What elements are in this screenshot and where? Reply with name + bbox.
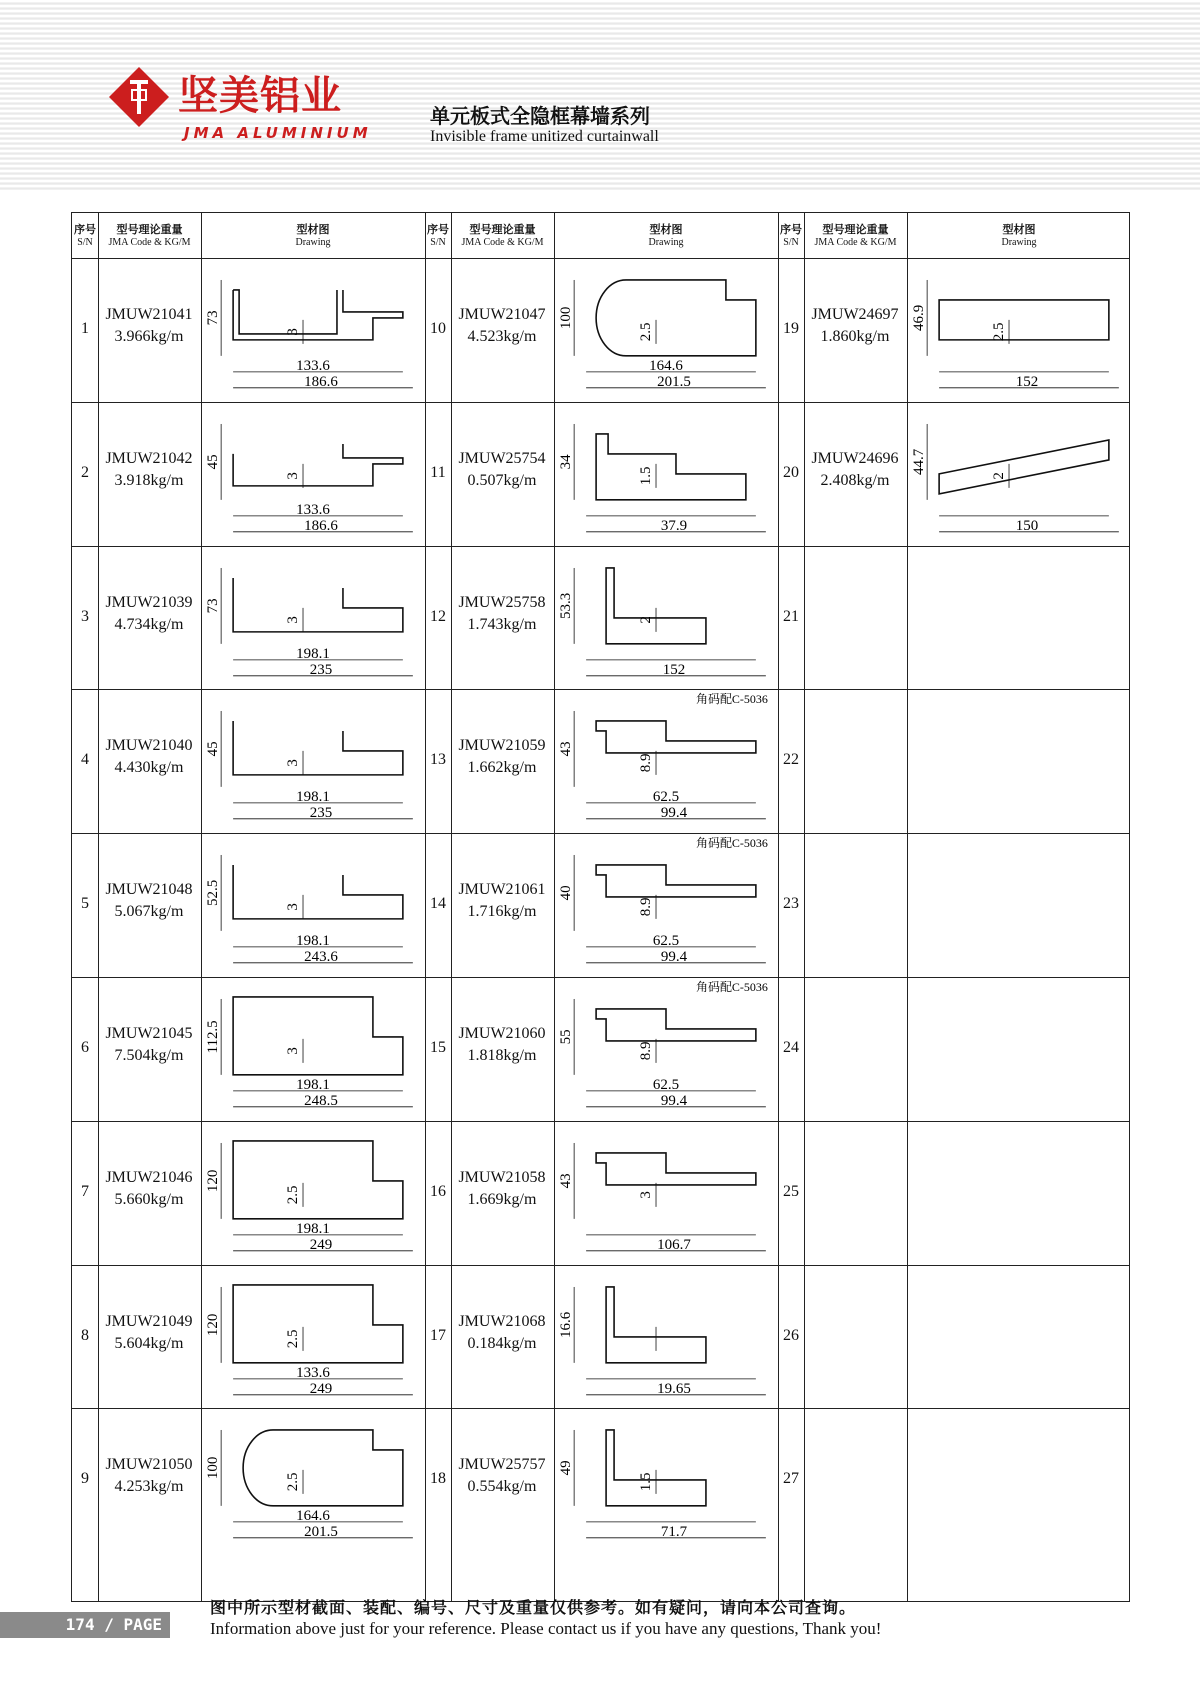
profile-weight: 5.067kg/m [114,903,184,921]
dim-overall-width: 235 [309,661,333,678]
profile-drawing [203,691,423,831]
dim-height: 43 [558,741,575,757]
profile-code: JMUW21042 [105,449,193,467]
profile-section [596,280,756,356]
row-code-weight [98,1311,200,1355]
dim-overall-width: 19.65 [657,1380,691,1397]
row-code-weight [451,448,553,492]
dim-thickness: 3 [285,1047,302,1055]
dim-inner-width: 198.1 [296,1220,330,1237]
logo-chinese: 坚美铝业 [178,73,342,119]
profile-code: JMUW21059 [458,737,546,755]
profile-code: JMUW24697 [811,305,899,323]
row-code-weight [98,304,200,348]
dim-thickness: 3 [638,1190,655,1199]
profile-section [939,440,1109,494]
header-code-cn: 型号理论重量 [822,222,889,236]
profile-weight: 0.184kg/m [467,1334,537,1352]
row-code-weight [98,879,200,923]
dim-overall-width: 249 [309,1380,333,1397]
column-divider [554,213,555,1601]
row-sn: 15 [430,1038,446,1056]
dim-inner-width: 133.6 [296,501,330,518]
dim-height: 43 [558,1173,575,1189]
column-divider [804,213,805,1601]
profile-table [71,212,1130,1602]
dim-overall-width: 152 [1015,373,1039,390]
row-code-weight [98,448,200,492]
row-code-weight [451,592,553,636]
row-sn: 13 [430,751,446,769]
profile-code: JMUW21050 [105,1456,193,1474]
row-divider [72,977,1129,978]
row-divider [72,1265,1129,1266]
header-sn [72,213,98,258]
header-sn-en: S/N [783,236,799,248]
dim-thickness: 3 [285,328,302,336]
profile-code: JMUW21061 [458,881,546,899]
dim-height: 73 [205,598,222,613]
row-sn: 18 [430,1470,446,1488]
dim-height: 16.6 [558,1311,575,1338]
dim-overall-width: 37.9 [660,517,688,534]
dim-inner-width: 164.6 [649,357,683,374]
profile-section [596,865,756,897]
dim-inner-width: 198.1 [296,789,330,806]
profile-code: JMUW21049 [105,1312,193,1330]
header-drawing [907,213,1131,258]
profile-weight: 4.734kg/m [114,615,184,633]
profile-weight: 4.430kg/m [114,759,184,777]
profile-code: JMUW21060 [458,1024,546,1042]
series-title-cn: 单元板式全隐框幕墙系列 [430,104,650,128]
dim-thickness: 2.5 [285,1472,302,1492]
profile-code: JMUW21048 [105,881,193,899]
dim-thickness: 2.5 [991,322,1008,342]
profile-section [596,1153,756,1185]
row-sn: 21 [783,607,799,625]
profile-code: JMUW21039 [105,593,193,611]
profile-section [233,1141,403,1219]
corner-note: 角码配C-5036 [696,692,768,707]
row-divider [72,1408,1129,1409]
profile-weight: 3.918kg/m [114,471,184,489]
header-sn-cn: 序号 [427,222,449,236]
row-sn: 24 [783,1038,799,1056]
profile-drawing [556,835,776,975]
dim-overall-width: 152 [662,661,686,678]
profile-section [233,865,403,919]
profile-section [233,721,403,775]
dim-thickness: 2.5 [285,1329,302,1348]
dim-height: 120 [205,1169,222,1192]
row-sn: 25 [783,1182,799,1200]
row-sn: 7 [81,1182,89,1200]
dim-overall-width: 99.4 [660,805,688,822]
row-sn: 3 [81,607,89,625]
row-code-weight [98,1454,200,1498]
header-drawing-cn: 型材图 [296,222,330,236]
row-divider [72,1121,1129,1122]
row-code-weight [451,735,553,779]
profile-weight: 4.253kg/m [114,1478,184,1496]
dim-thickness: 1.5 [638,1472,655,1492]
profile-section [243,1430,403,1506]
dim-height: 73 [205,310,222,326]
profile-code: JMUW25758 [458,593,546,611]
header-sn-cn: 序号 [780,222,802,236]
dim-inner-width: 62.5 [652,1076,680,1093]
profile-drawing [203,1123,423,1263]
row-code-weight [804,448,906,492]
dim-inner-width: 164.6 [296,1508,330,1525]
profile-drawing [556,260,776,400]
column-divider [201,213,202,1601]
dim-overall-width: 201.5 [657,373,691,390]
dim-inner-width: 198.1 [296,645,330,662]
header-code [804,213,907,258]
row-sn: 8 [81,1326,89,1344]
dim-thickness: 2.5 [285,1185,302,1205]
row-code-weight [451,1167,553,1211]
dim-thickness: 3 [285,759,302,768]
header-drawing-cn: 型材图 [649,222,683,236]
profile-drawing [203,548,423,688]
dim-overall-width: 106.7 [657,1236,691,1253]
profile-code: JMUW21045 [105,1024,193,1042]
profile-weight: 3.966kg/m [114,327,184,345]
row-sn: 12 [430,607,446,625]
column-divider [907,213,908,1601]
dim-overall-width: 248.5 [304,1092,338,1109]
dim-overall-width: 186.6 [304,517,338,534]
dim-height: 112.5 [205,1020,222,1054]
profile-section [233,444,403,486]
profile-code: JMUW25757 [458,1456,546,1474]
profile-weight: 0.554kg/m [467,1478,537,1496]
dim-height: 100 [558,306,575,330]
profile-drawing [203,979,423,1119]
dim-overall-width: 235 [309,805,333,822]
row-code-weight [451,304,553,348]
profile-drawing [556,979,776,1119]
profile-weight: 0.507kg/m [467,471,537,489]
dim-height: 34 [558,454,575,470]
header-code-cn: 型号理论重量 [116,222,183,236]
profile-section [939,300,1109,340]
dim-inner-width: 62.5 [652,789,680,806]
profile-drawing [556,691,776,831]
dim-inner-width: 133.6 [296,1364,330,1381]
profile-section [233,1285,403,1363]
dim-thickness: 2 [638,615,655,624]
row-code-weight [98,735,200,779]
profile-section [596,721,756,753]
dim-thickness: 8.9 [638,753,655,773]
dim-thickness: 3 [285,903,302,911]
profile-section [606,568,706,644]
dim-height: 53.3 [558,592,575,619]
row-sn: 19 [783,319,799,337]
profile-weight: 4.523kg/m [467,327,537,345]
dim-height: 40 [558,885,575,901]
profile-drawing [203,404,423,544]
profile-code: JMUW24696 [811,449,899,467]
dim-inner-width: 133.6 [296,357,330,374]
profile-weight: 1.669kg/m [467,1190,537,1208]
row-divider [72,402,1129,403]
header-code [451,213,554,258]
profile-code: JMUW21046 [105,1168,193,1186]
row-sn: 23 [783,895,799,913]
row-divider [72,689,1129,690]
dim-height: 100 [205,1457,222,1480]
header-code-en: JMA Code & KG/M [461,236,544,248]
header-drawing-en: Drawing [1001,236,1037,248]
profile-code: JMUW25754 [458,449,546,467]
row-code-weight [451,1454,553,1498]
logo-english: JMA ALUMINIUM [184,124,372,142]
profile-drawing [909,260,1129,400]
header-sn [425,213,451,258]
profile-weight: 1.716kg/m [467,903,537,921]
row-sn: 20 [783,463,799,481]
dim-inner-width: 198.1 [296,933,330,950]
row-sn: 6 [81,1038,89,1056]
row-sn: 5 [81,895,89,913]
dim-overall-width: 249 [309,1236,333,1253]
header-drawing [554,213,778,258]
jma-logo-icon [108,66,170,128]
dim-height: 45 [205,741,222,757]
profile-section [233,290,403,340]
profile-drawing [556,1123,776,1263]
row-code-weight [451,1311,553,1355]
header-sn [778,213,804,258]
row-sn: 16 [430,1182,446,1200]
row-code-weight [98,592,200,636]
dim-height: 120 [205,1313,222,1336]
profile-section [596,434,746,500]
dim-overall-width: 186.6 [304,373,338,390]
row-sn: 17 [430,1326,446,1344]
profile-drawing [556,548,776,688]
series-title-en: Invisible frame unitized curtainwall [430,128,659,145]
profile-drawing [203,1410,423,1550]
dim-height: 44.7 [911,448,928,475]
profile-weight: 5.604kg/m [114,1334,184,1352]
dim-thickness: 8.9 [638,897,655,917]
row-code-weight [98,1023,200,1067]
header-drawing-en: Drawing [648,236,684,248]
dim-overall-width: 99.4 [660,949,688,966]
row-sn: 4 [81,751,89,769]
dim-height: 52.5 [205,880,222,907]
profile-weight: 1.743kg/m [467,615,537,633]
profile-section [233,997,403,1075]
dim-overall-width: 71.7 [660,1524,688,1541]
row-code-weight [451,1023,553,1067]
dim-thickness: 1.5 [638,466,655,486]
profile-code: JMUW21068 [458,1312,546,1330]
row-sn: 10 [430,319,446,337]
profile-drawing [909,404,1129,544]
profile-weight: 7.504kg/m [114,1046,184,1064]
header-sn-en: S/N [430,236,446,248]
dim-inner-width: 198.1 [296,1076,330,1093]
header-drawing-en: Drawing [295,236,331,248]
profile-code: JMUW21047 [458,305,546,323]
row-divider [72,546,1129,547]
profile-section [606,1430,706,1506]
dim-thickness: 8.9 [638,1041,655,1061]
row-sn: 11 [430,463,446,481]
page-number: 174 / PAGE [0,1612,170,1638]
dim-overall-width: 243.6 [304,949,338,966]
footer-note-en: Information above just for your reference. Please contact us if you have any questions, Thank you! [210,1619,882,1638]
profile-drawing [203,1267,423,1407]
row-code-weight [804,304,906,348]
profile-code: JMUW21058 [458,1168,546,1186]
dim-thickness: 3 [285,471,302,480]
profile-drawing [556,1410,776,1550]
profile-drawing [556,404,776,544]
profile-code: JMUW21040 [105,737,193,755]
dim-height: 49 [558,1460,575,1476]
dim-overall-width: 99.4 [660,1092,688,1109]
profile-weight: 5.660kg/m [114,1190,184,1208]
profile-section [233,578,403,632]
corner-note: 角码配C-5036 [696,836,768,851]
profile-weight: 2.408kg/m [820,471,890,489]
dim-height: 55 [558,1029,575,1045]
profile-drawing [203,260,423,400]
corner-note: 角码配C-5036 [696,979,768,994]
header-code-en: JMA Code & KG/M [108,236,191,248]
dim-height: 45 [205,454,222,470]
dim-thickness: 3 [285,615,302,624]
row-sn: 14 [430,895,446,913]
row-code-weight [98,1167,200,1211]
header-drawing-cn: 型材图 [1002,222,1036,236]
dim-overall-width: 150 [1015,517,1039,534]
page-header [0,0,1200,190]
row-code-weight [451,879,553,923]
footer-note-cn: 图中所示型材截面、装配、编号、尺寸及重量仅供参考。如有疑问，请向本公司查询。 [210,1598,857,1617]
header-code-en: JMA Code & KG/M [814,236,897,248]
dim-inner-width: 62.5 [652,933,680,950]
row-divider [72,258,1129,259]
dim-overall-width: 201.5 [304,1524,338,1541]
header-sn-cn: 序号 [74,222,96,236]
row-sn: 1 [81,319,89,337]
profile-drawing [203,835,423,975]
row-sn: 27 [783,1470,799,1488]
row-divider [72,833,1129,834]
row-sn: 2 [81,463,89,481]
dim-thickness: 2 [991,471,1008,480]
header-sn-en: S/N [77,236,93,248]
profile-weight: 1.662kg/m [467,759,537,777]
header-drawing [201,213,425,258]
row-sn: 26 [783,1326,799,1344]
dim-thickness: 2.5 [638,322,655,342]
header-code [98,213,201,258]
header-code-cn: 型号理论重量 [469,222,536,236]
row-sn: 22 [783,751,799,769]
profile-section [606,1287,706,1363]
profile-weight: 1.860kg/m [820,327,890,345]
profile-section [596,1009,756,1041]
profile-code: JMUW21041 [105,305,193,323]
dim-height: 46.9 [911,304,928,332]
row-sn: 9 [81,1470,89,1488]
profile-weight: 1.818kg/m [467,1046,537,1064]
profile-drawing [556,1267,776,1407]
